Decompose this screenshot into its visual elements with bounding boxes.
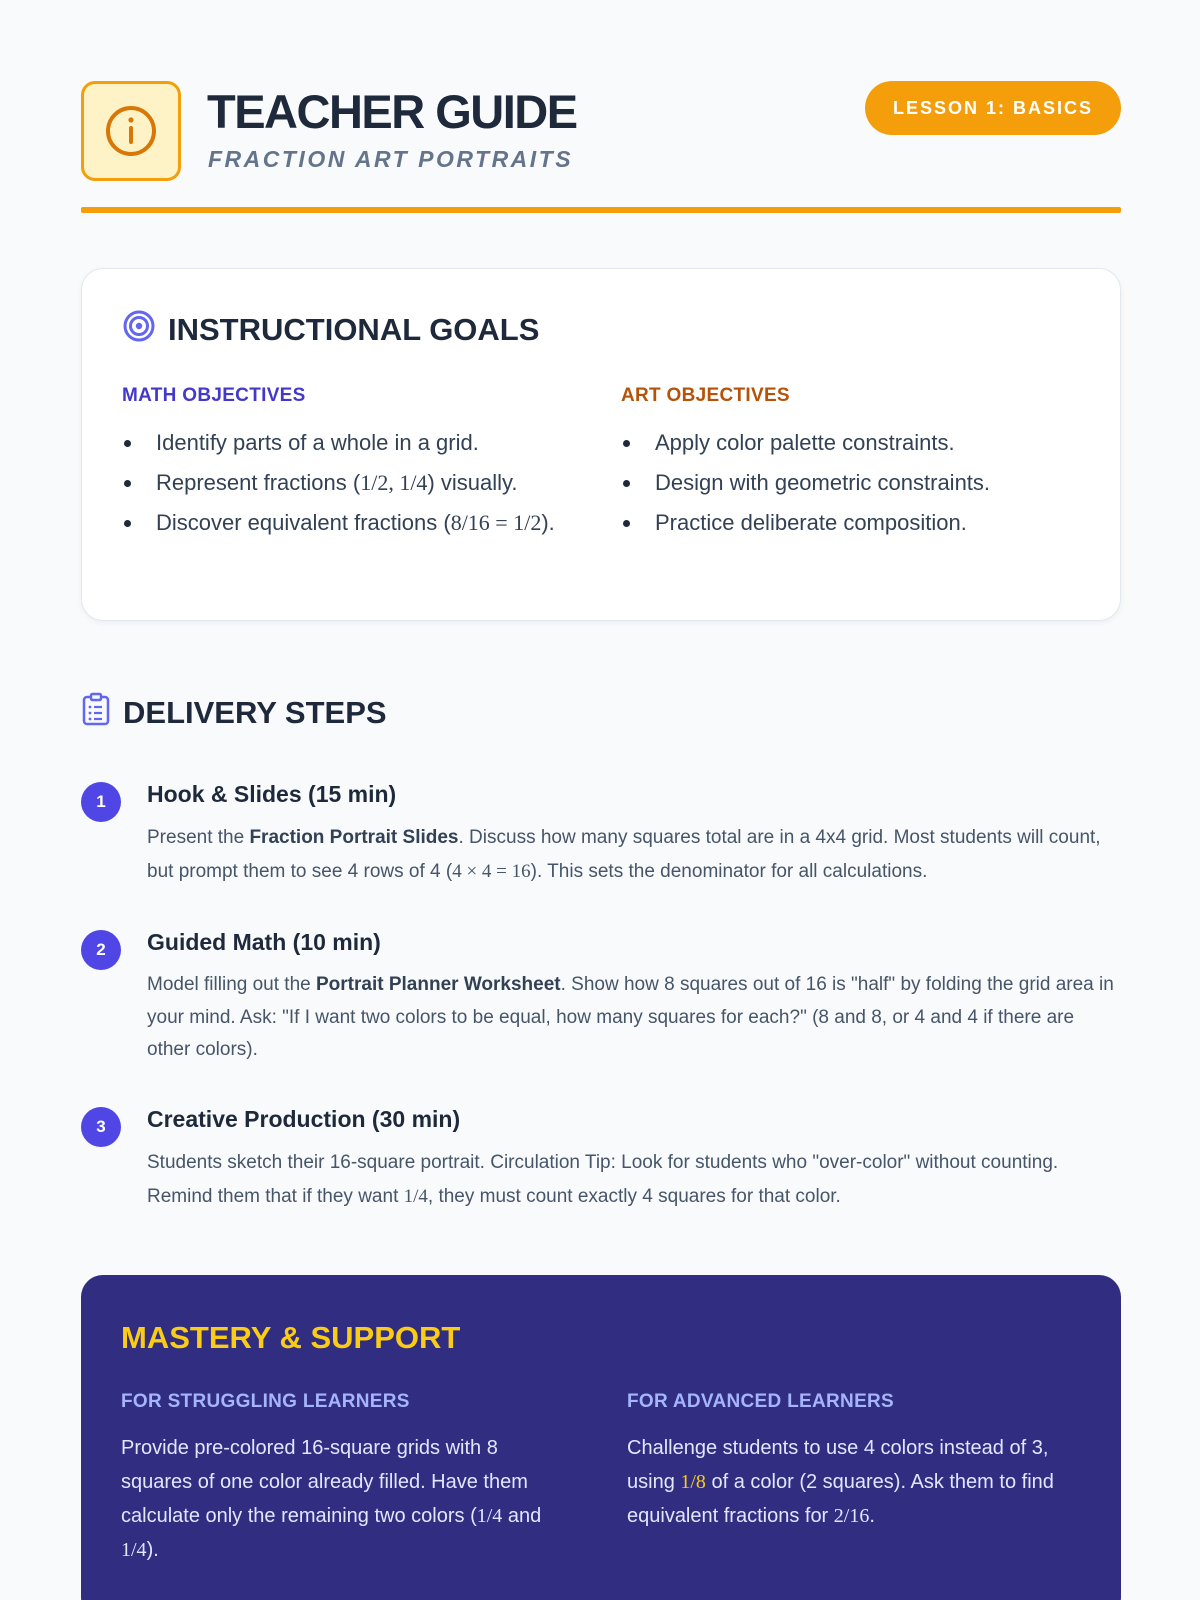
list-item: Discover equivalent fractions (8/16 = 1/2). [122,505,572,540]
page-subtitle: FRACTION ART PORTRAITS [208,146,574,172]
step-title: Guided Math (10 min) [147,929,381,955]
clipboard-list-icon [81,692,111,734]
step-number-badge: 3 [81,1107,121,1147]
header [81,81,1121,213]
struggling-learners-title: FOR STRUGGLING LEARNERS [121,1391,410,1412]
lesson-badge: LESSON 1: BASICS [865,81,1121,135]
step-title: Creative Production (30 min) [147,1106,461,1132]
step-title: Hook & Slides (15 min) [147,781,397,807]
math-objectives [122,385,572,545]
instructional-goals-heading [122,309,539,351]
advanced-learners-text: Challenge students to use 4 colors instead of 3, using 1/8 of a color (2 squares). Ask them to find equivalent fractions for 2/16. [627,1437,1054,1527]
advanced-learners-title: FOR ADVANCED LEARNERS [627,1391,895,1412]
page-title: TEACHER GUIDE [207,85,577,138]
struggling-learners-text: Provide pre-colored 16-square grids with 8 squares of one color already filled. Have them calculate only the remaining two colors (1/4 and 1/4). [121,1437,542,1561]
list-item: Identify parts of a whole in a grid. [122,425,572,460]
section-title: INSTRUCTIONAL GOALS [168,312,540,347]
art-objectives [621,385,1071,545]
instructional-goals-card [81,268,1121,621]
art-objectives-title: ART OBJECTIVES [621,385,790,406]
section-title: DELIVERY STEPS [123,695,387,730]
list-item: Apply color palette constraints. [621,425,1071,460]
list-item: Design with geometric constraints. [621,465,1071,500]
info-circle-icon [81,81,181,181]
delivery-steps-heading [81,692,387,734]
step-number-badge: 1 [81,782,121,822]
math-objectives-title: MATH OBJECTIVES [122,385,306,406]
mastery-title: MASTERY & SUPPORT [121,1320,461,1355]
mastery-support-card [81,1275,1121,1600]
struggling-learners [121,1391,571,1567]
step-description: Present the Fraction Portrait Slides. Discuss how many squares total are in a 4x4 grid. Most students will count, but prompt them to see 4 rows of 4 (4 × 4 = 16). This sets the denominator for all calculations. [147,827,1101,882]
step-number-badge: 2 [81,930,121,970]
list-item: Practice deliberate composition. [621,505,1071,540]
target-icon [122,309,156,351]
header-divider [81,207,1121,213]
step-description: Model filling out the Portrait Planner Worksheet. Show how 8 squares out of 16 is "half" by folding the grid area in your mind. Ask: "If I want two colors to be equal, how many squares for each?" (8 and 8, or 4 and 4 if there are other colors). [147,974,1114,1060]
list-item: Represent fractions (1/2, 1/4) visually. [122,465,572,500]
step-description: Students sketch their 16-square portrait. Circulation Tip: Look for students who "over-color" without counting. Remind them that if they want 1/4, they must count exactly 4 squares for that color. [147,1152,1059,1207]
advanced-learners [627,1391,1077,1533]
